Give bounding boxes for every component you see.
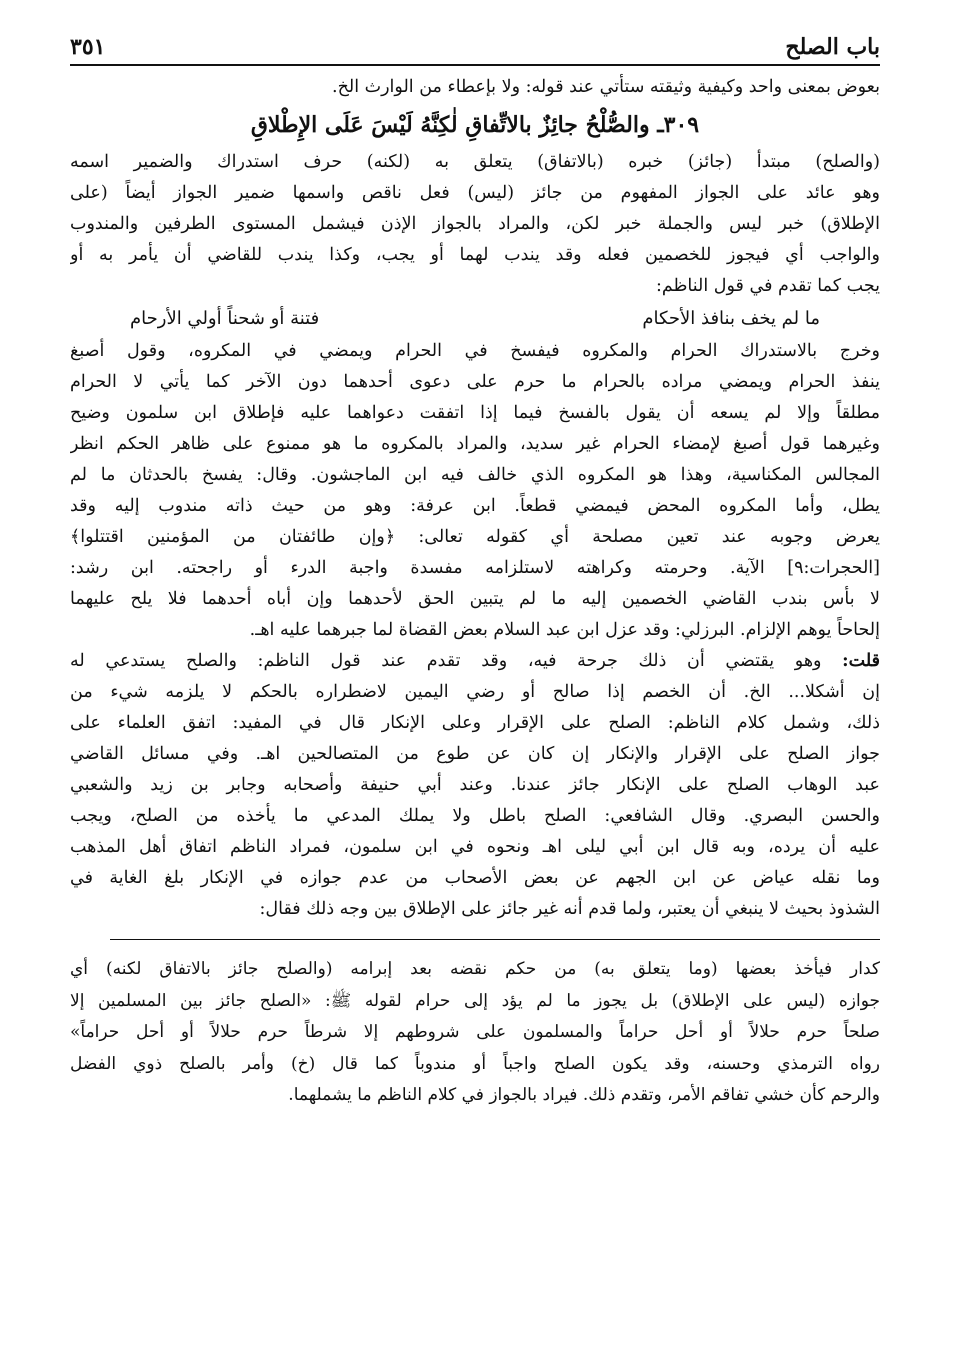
commentary-line: يطل، وأما المكروه المحض فيمضي قطعاً. ابن عرفة: وهو من حيث ذاته مندوب إليه وقد [70, 496, 880, 516]
commentary-line [70, 646, 880, 677]
main-text [70, 72, 880, 925]
commentary-line: جواز الصلح على الإقرار والإنكار إن كان عن طوع من المتصالحين اهـ. وفي مسائل القاضي [70, 744, 880, 764]
footnote-line: رواه الترمذي وحسنه، وقد يكون الصلح واجباً أو مندوباً كما قال (خ) وأمر بالصلح ذوي الفضل [70, 1053, 880, 1074]
footnote [70, 954, 880, 1112]
commentary-line: إلحاحاً يوهم الإلزام. البرزلي: وقد عزل ابن عبد السلام بعض القضاة لما جبرهما عليه اهـ. [249, 620, 880, 640]
commentary-line: وخرج بالاستدراك الحرام والمكروه فيفسخ في الحرام ويمضي في المكروه، وقول أصبغ [70, 341, 880, 361]
commentary-line: ينفذ الحرام ويمضي مراده بالحرام ما حرم على دعوى أحدهما دون الآخر كما يأتي لا الحرام [70, 372, 880, 392]
commentary-line: الشذوذ بحيث لا ينبغي أن يعتبر، ولما قدم أنه غير جائز على الإطلاق بين وجه ذلك فقال: [259, 899, 880, 919]
commentary-line: وما نقله عياض عن ابن الجهم عن بعض الأصحاب من عدم جوازه في الإنكار بلغ الغاية في [70, 868, 880, 888]
footnote-line: صلحاً حرم حلالاً أو أحل حراماً والمسلمون على شروطهم إلا شرطاً حرم حلالاً أو أحل حراماً» [70, 1022, 880, 1042]
commentary-line: يجب كما تقدم في قول الناظم: [655, 276, 880, 296]
commentary-line: لا بأس بندب القاضي الخصمين إليه ما لم يتبين الحق لأحدهما وإن أباه أحدهما فلا يلح عليهما [70, 589, 880, 609]
commentary-text: وهو يقتضي أن ذلك جرحة فيه، وقد تقدم عند قول الناظم: والصلح يستدعي له [70, 651, 822, 671]
commentary-line: يعرض وجوبه عند تعين مصلحة أي كقوله تعالى: ﴿وإن طائفتان من المؤمنين اقتتلوا﴾ [70, 527, 880, 547]
footnote-line: والرحم كأن خشي تفاقم الأمر، وتقدم ذلك. فيراد بالجواز في كلام الناظم ما يشملهما. [288, 1085, 880, 1105]
commentary-line: [الحجرات:٩] الآية. وحرمته وكراهته لاستلزامه مفسدة واجبة الدرء أو راجحته. ابن رشد: [70, 558, 880, 578]
commentary-line: الإطلاق) خبر ليس والجملة خبر لكن، والمراد بالجواز الإذن فيشمل المستوى الطرفين والمندوب [70, 214, 880, 234]
poem-hemistich-right: ما لم يخف بنافذ الأحكام [642, 308, 820, 329]
intro-line: بعوض بمعنى واحد وكيفية وثيقته ستأتي عند قوله: ولا بإعطاء من الوارث الخ. [332, 77, 880, 97]
commentary-line: وغيرهما قول أصبغ لإمضاء الحرام غير سديد، والمراد بالمكروه ما هو ممنوع على ظاهر الحكم انظر [70, 434, 880, 454]
poem-verse: ٣٠٩ـ والصُّلْحُ جائِزٌ بالاتِّفاقِ لٰكِنَّهُ لَيْسَ عَلَى الإِطْلاقِ [250, 112, 700, 138]
chapter-title: باب الصلح [785, 34, 880, 60]
poem-hemistich-left: فتنة أو شحناً أولي الأرحام [130, 308, 320, 329]
commentary-line: وهو عائد على الجواز المفهوم من جائز (ليس) فعل ناقص واسمها ضمير الجواز أيضاً (على [70, 183, 880, 203]
page [70, 30, 880, 1112]
commentary-line: (والصلح) مبتدأ (جائز) خبره (بالاتفاق) يتعلق به (لكنه) حرف استدراك والضمير اسمه [70, 152, 880, 172]
page-number: ٣٥١ [70, 34, 106, 60]
footnote-line: كدار فيأخذ بعضها (وما يتعلق به) من حكم نقضه بعد إبرامه (والصلح جائز بالاتفاق لكنه) أي [70, 959, 880, 979]
commentary-line: عبد الوهاب الصلح على الإنكار جائز عندنا. وعند أبي حنيفة وأصحابه وجابر بن زيد والشعبي [70, 775, 880, 795]
footnote-separator [110, 939, 880, 940]
quoted-poem-line [70, 302, 880, 336]
commentary-line: ذلك، وشمل كلام الناظم: الصلح على الإقرار وعلى الإنكار قال في المفيد: اتفق العلماء على [70, 713, 880, 733]
commentary-line: والحسن البصري. وقال الشافعي: الصلح باطل ولا يملك المدعي ما يأخذه من الصلح، ويجب [70, 806, 880, 826]
commentary-line: والواجب أي فيجوز للخصمين فعله وقد يندب لهما أو يجب، وكذا يندب للقاضي أن يأمر به أو [70, 245, 880, 265]
footnote-line: جوازه (ليس على الإطلاق) بل يجوز ما لم يؤد إلى حرام لقوله ﷺ: «الصلح جائز بين المسلمين إلا [70, 990, 880, 1011]
commentary-line: إن أشكلا... الخ. أن الخصم إذا صالح أو رضي اليمين لاضطراره بالحكم لا يلزمه شيء من [70, 682, 880, 702]
qult-label: قلت: [842, 651, 880, 671]
page-header [70, 30, 880, 66]
commentary-line: مطلقاً وإلا لم يسعه أن يقول بالفسخ فيما إذا اتفقت دعواهما عليه فإطلاق ابن سلمون وضيح [70, 403, 880, 423]
commentary-line: المجالس المكناسية، وهذا هو المكروه الذي خالف فيه ابن الماجشون. وقال: يفسخ بالحدثان ما لم [70, 465, 880, 485]
commentary-line: عليه أن يرده، وبه قال ابن أبي ليلى اهـ ونحوه في ابن سلمون، فمراد الناظم اتفاق أهل المذهب [70, 837, 880, 857]
